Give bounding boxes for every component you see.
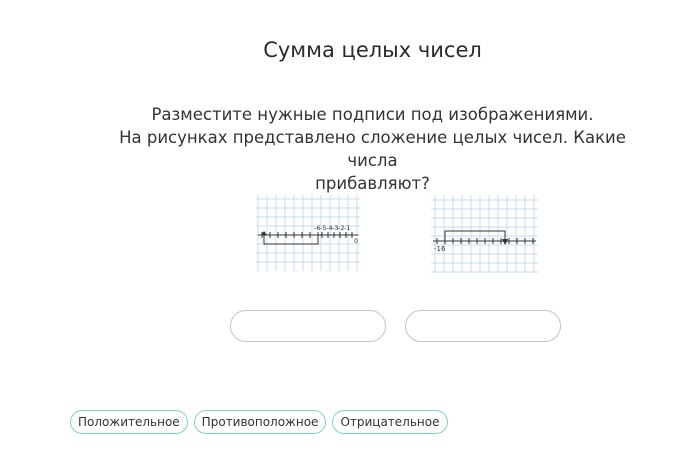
figure-1-label: -1 xyxy=(344,224,351,232)
option-chip-negative[interactable]: Отрицательное xyxy=(332,410,447,434)
figure-1-label: -3 xyxy=(332,224,339,232)
figure-2-label: -16 xyxy=(434,245,446,253)
figure-2-grid xyxy=(431,195,538,273)
instructions-line-1: Разместите нужные подписи под изображениями. xyxy=(151,105,594,124)
figure-1-number-line xyxy=(256,195,360,271)
figure-1-grid xyxy=(256,195,360,271)
answer-dropzone-1[interactable] xyxy=(230,310,386,342)
answer-options xyxy=(70,410,448,434)
figure-2-number-line xyxy=(431,195,538,273)
figure-2-svg xyxy=(431,195,538,273)
page-title: Сумма целых чисел xyxy=(263,38,482,62)
option-chip-positive[interactable]: Положительное xyxy=(70,410,188,434)
figure-1-label: -6 xyxy=(314,224,321,232)
figure-1-label: -4 xyxy=(326,224,333,232)
instructions xyxy=(95,103,650,195)
instructions-line-3: прибавляют? xyxy=(315,174,430,193)
answer-dropzone-2[interactable] xyxy=(405,310,561,342)
instructions-line-2: На рисунках представлено сложение целых чисел. Какие числа xyxy=(119,128,626,170)
figure-1-label: 0 xyxy=(354,237,359,245)
figure-1-label: -2 xyxy=(338,224,345,232)
figure-1-svg xyxy=(256,195,360,271)
option-chip-opposite[interactable]: Противоположное xyxy=(194,410,327,434)
figure-1-label: -5 xyxy=(320,224,327,232)
